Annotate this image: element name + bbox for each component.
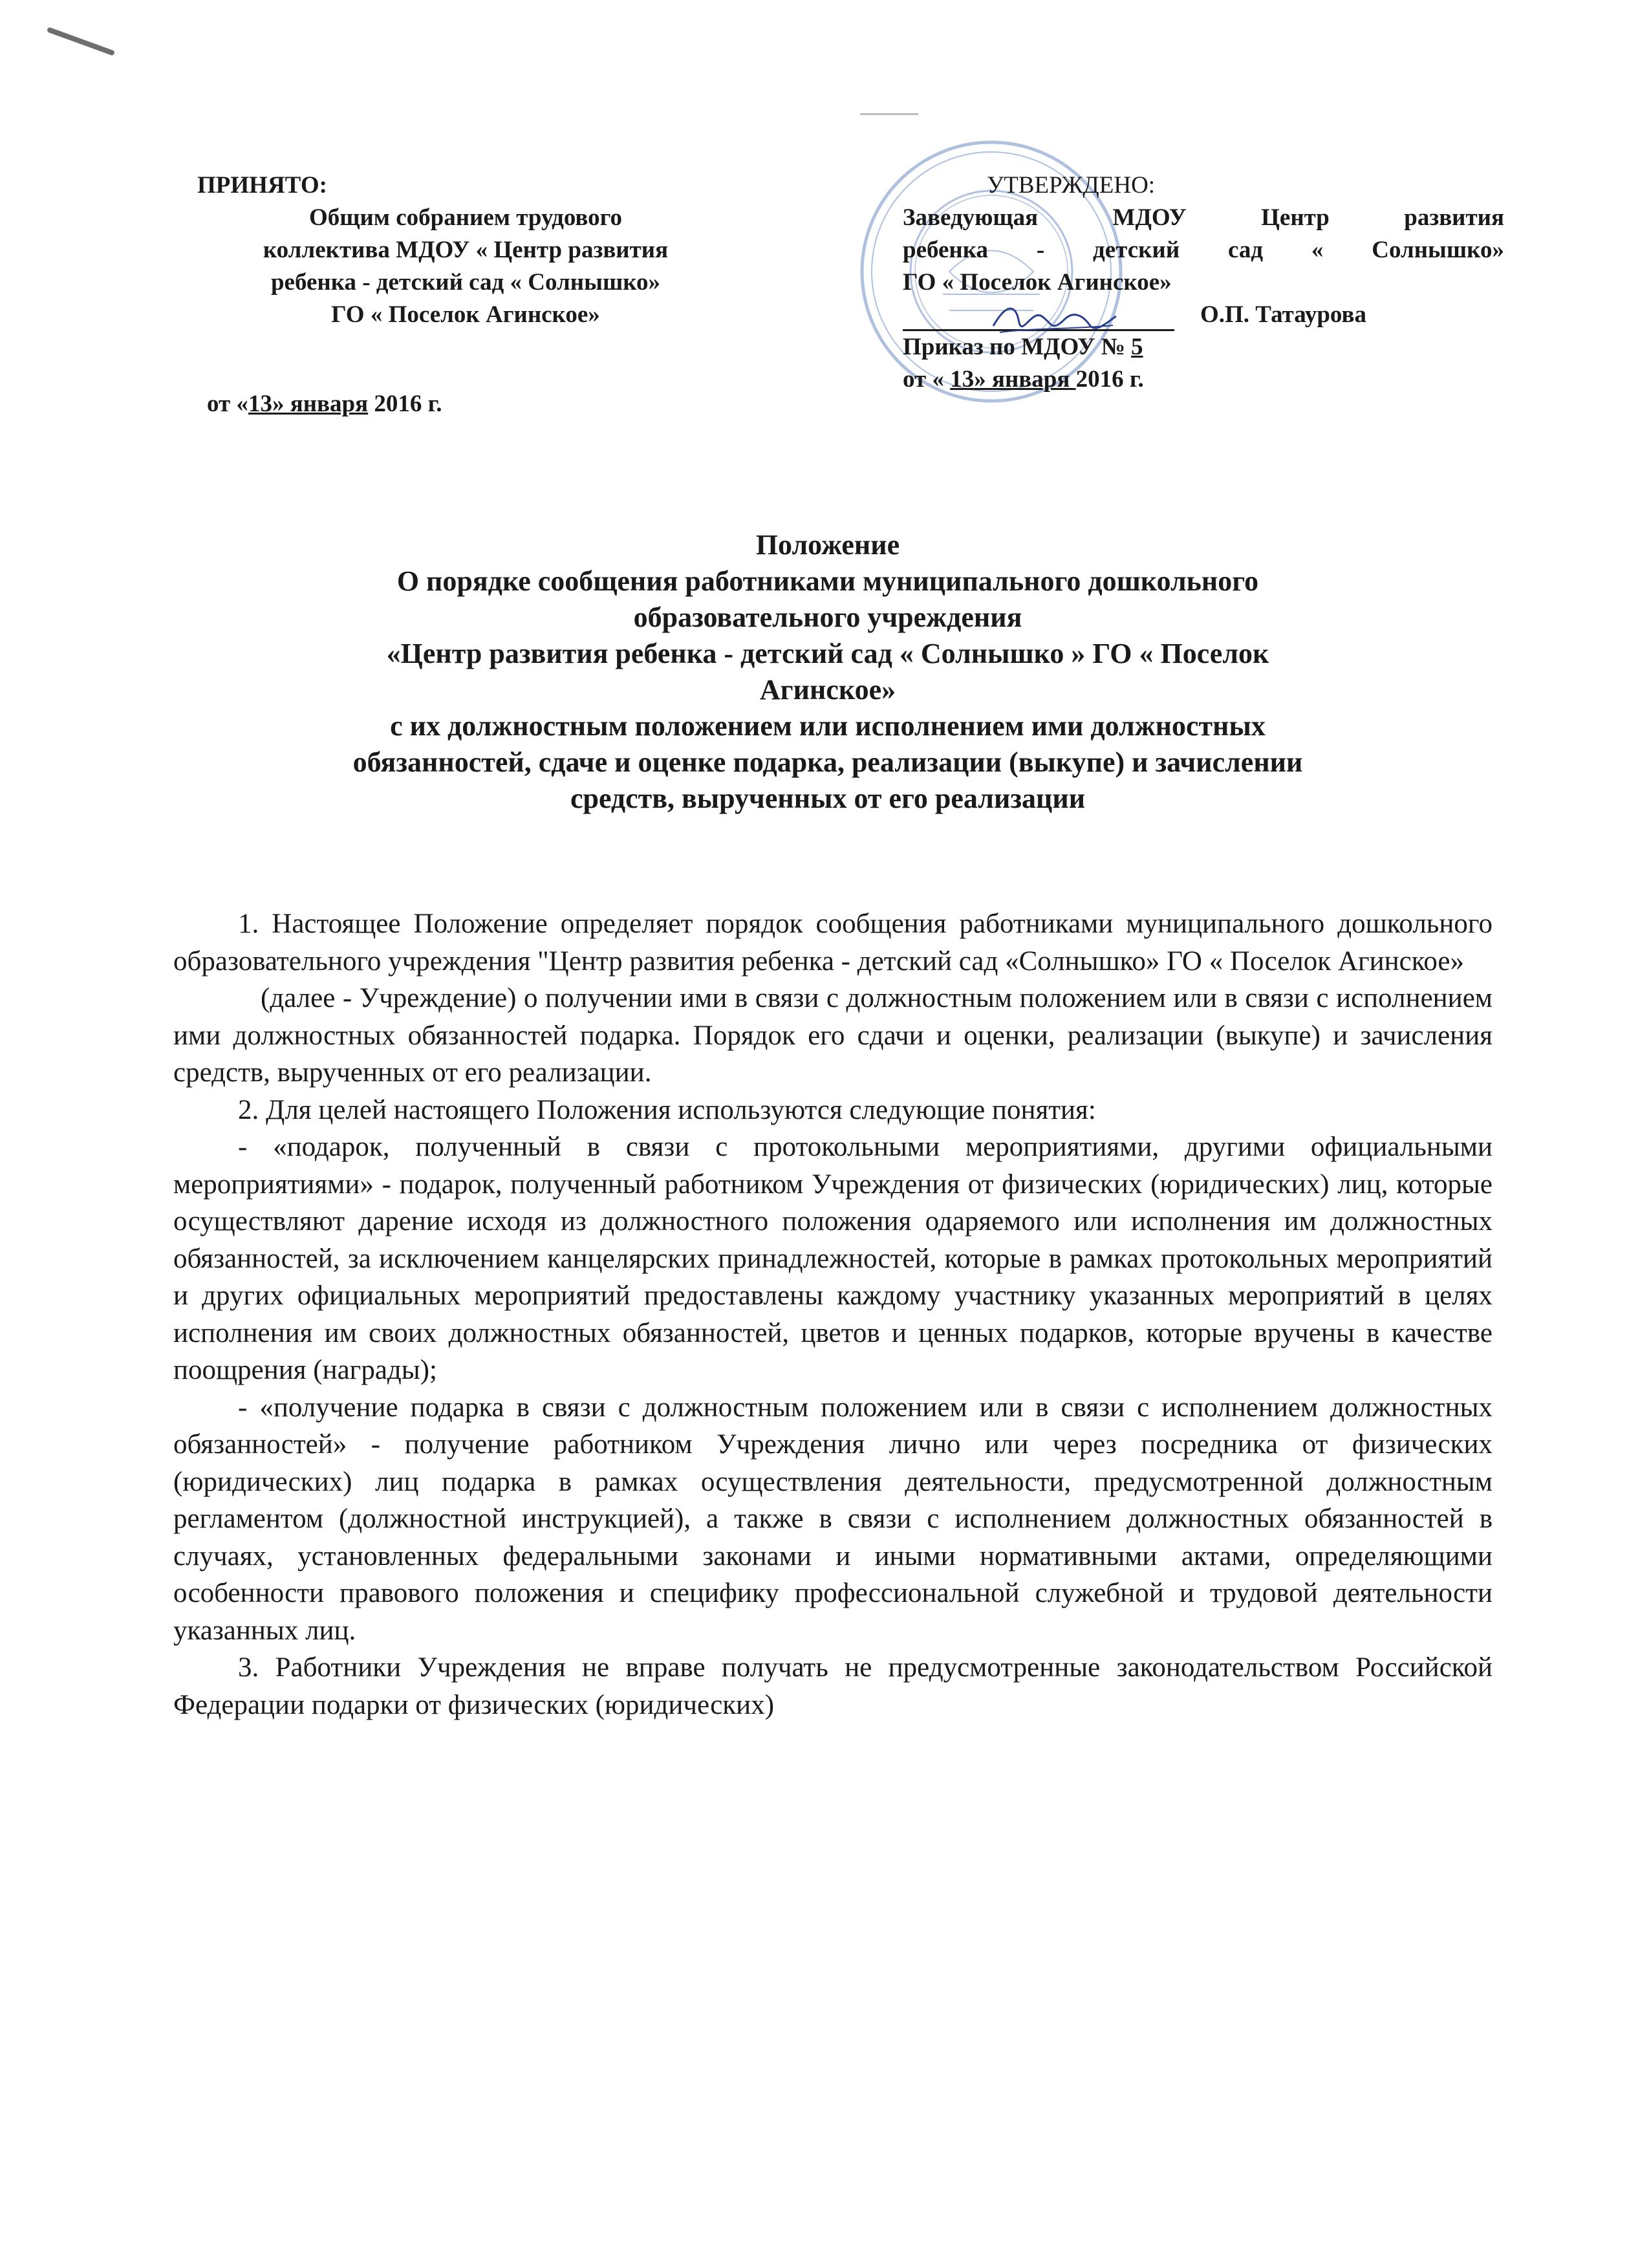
title-line: «Центр развития ребенка - детский сад « Солнышко » ГО « Поселок xyxy=(386,638,1269,669)
approved-date-day: 13 xyxy=(950,366,975,393)
approved-date xyxy=(903,363,1511,396)
definition-official-gift: - «подарок, полученный в связи с протокольными мероприятиями, другими официальными мероприятиями» - подарок, полученный работником Учреждения от физических (юридических) лиц, которые осуществляют дарение исходя из должностного положения одаряемого или исполнения им должностных обязанностей, за исключением канцелярских принадлежностей, которые в рамках протокольных мероприятий и других официальных мероприятий предоставлены каждому участнику указанных мероприятий в целях исполнения им своих должностных обязанностей, цветов и ценных подарков, которые вручены в качестве поощрения (награды); xyxy=(173,1132,1493,1385)
signer-name: О.П. Татаурова xyxy=(1200,301,1366,328)
accepted-date-prefix: от « xyxy=(207,391,248,417)
scan-artifact-mark xyxy=(47,27,115,56)
accepted-block xyxy=(194,169,776,420)
paragraph-3: 3. Работники Учреждения не вправе получать не предусмотренные законодательством Российской Федерации подарки от физических (юридических) xyxy=(173,1652,1493,1720)
accepted-line-1: Общим собранием трудового xyxy=(308,204,623,231)
title-line: Положение xyxy=(755,529,900,561)
paragraph-1: 1. Настоящее Положение определяет порядок сообщения работниками муниципального дошкольного образовательного учреждения "Центр развития ребенка - детский сад «Солнышко» ГО « Поселок Агинское» xyxy=(173,909,1493,977)
approved-block xyxy=(903,169,1511,396)
paragraph-2: 2. Для целей настоящего Положения используются следующие понятия: xyxy=(238,1094,1096,1125)
accepted-line-4: ГО « Поселок Агинское» xyxy=(331,301,600,328)
approved-order-number: 5 xyxy=(1131,334,1143,360)
title-line: Агинское» xyxy=(759,674,896,706)
title-line: образовательного учреждения xyxy=(633,601,1022,633)
approved-line-1: Заведующая МДОУ Центр развития xyxy=(903,204,1504,231)
approved-date-prefix: от « xyxy=(903,366,951,393)
accepted-date-month: » января xyxy=(272,391,369,417)
approved-title: УТВЕРЖДЕНО: xyxy=(987,172,1156,199)
accepted-title: ПРИНЯТО: xyxy=(197,172,327,199)
accepted-line-2: коллектива МДОУ « Центр развития xyxy=(263,237,669,263)
title-line: О порядке сообщения работниками муниципального дошкольного xyxy=(396,565,1259,597)
document-title xyxy=(213,527,1442,817)
accepted-date-year: 2016 г. xyxy=(368,391,442,417)
title-line: средств, вырученных от его реализации xyxy=(570,783,1086,814)
signature-line xyxy=(903,301,1174,331)
approved-date-month: » января xyxy=(974,366,1076,393)
accepted-date-day: 13 xyxy=(248,391,272,417)
signature-row xyxy=(903,299,1511,331)
accepted-line-3: ребенка - детский сад « Солнышко» xyxy=(270,269,661,296)
approved-line-2: ребенка - детский сад « Солнышко» xyxy=(903,237,1504,263)
handwritten-signature xyxy=(987,297,1123,342)
approved-order-prefix: Приказ по МДОУ № xyxy=(903,334,1132,360)
scan-artifact-dash xyxy=(860,113,918,115)
document-body xyxy=(173,905,1493,1723)
title-line: обязанностей, сдаче и оценке подарка, реализации (выкупе) и зачислении xyxy=(352,746,1303,778)
title-line: с их должностным положением или исполнением ими должностных xyxy=(390,710,1266,742)
accepted-date xyxy=(194,388,776,420)
definition-receiving-gift: - «получение подарка в связи с должностным положением или в связи с исполнением должностных обязанностей» - получение работником Учреждения лично или через посредника от физических (юридических) лиц подарка в рамках осуществления деятельности, предусмотренной должностным регламентом (должностной инструкцией), а также в связи с исполнением должностных обязанностей в случаях, установленных федеральными законами и иными нормативными актами, определяющими особенности правового положения и специфику профессиональной служебной и трудовой деятельности указанных лиц. xyxy=(173,1392,1493,1646)
approved-date-year: 2016 г. xyxy=(1075,366,1144,393)
approved-line-3: ГО « Поселок Агинское» xyxy=(903,269,1172,296)
paragraph-1-continued: (далее - Учреждение) о получении ими в связи с должностным положением или в связи с исполнением ими должностных обязанностей подарка. Порядок его сдачи и оценки, реализации (выкупе) и зачисления средств, вырученных от его реализации. xyxy=(173,983,1493,1088)
